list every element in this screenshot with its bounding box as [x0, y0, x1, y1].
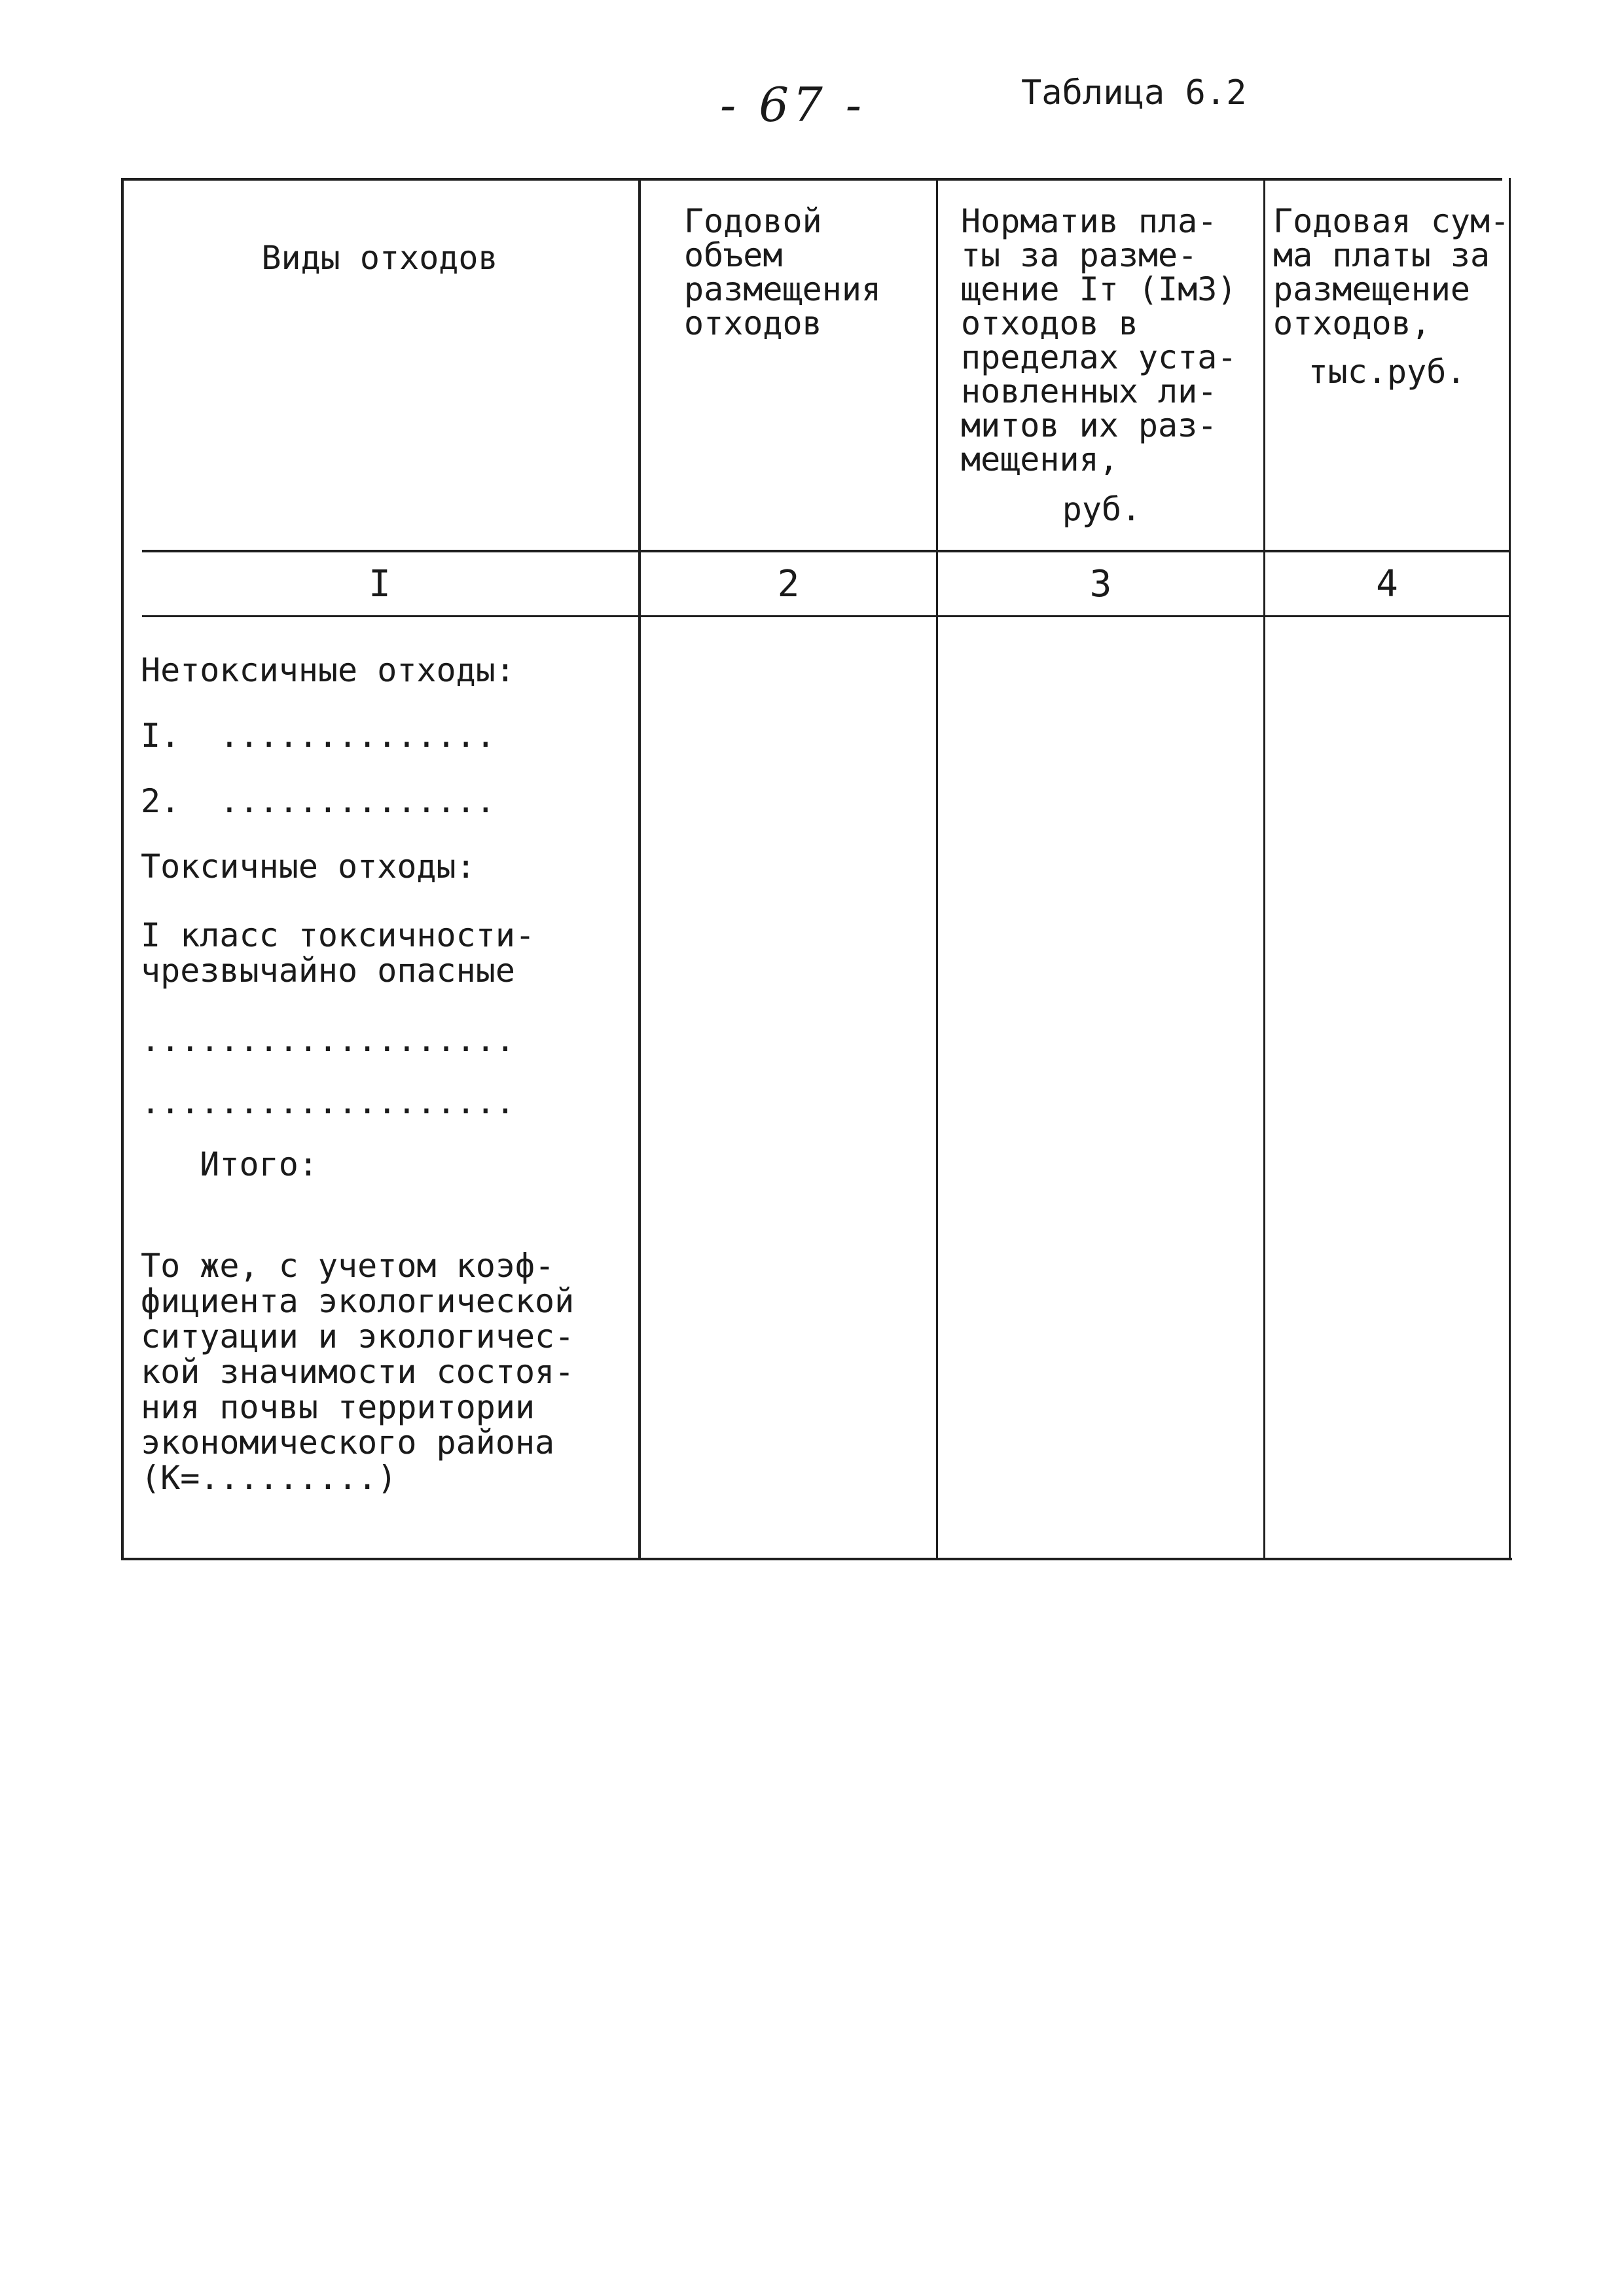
- waste-fee-table: [121, 178, 1512, 1560]
- header-annual-volume: Годовой объем размещения отходов: [684, 202, 882, 342]
- row-toxic-class-1: I класс токсичности- чрезвычайно опасные: [141, 916, 535, 990]
- column-number-4: 4: [1376, 563, 1398, 605]
- row-toxic-heading: Токсичные отходы:: [141, 848, 476, 886]
- row-nontoxic-heading: Нетоксичные отходы:: [141, 651, 515, 689]
- number-row-bottom-border: [142, 615, 1510, 617]
- column-divider-2: [936, 178, 938, 1560]
- header-annual-fee-unit: тыс.руб.: [1308, 353, 1466, 391]
- column-number-2: 2: [777, 563, 800, 605]
- column-number-3: 3: [1089, 563, 1112, 605]
- column-number-1: I: [369, 563, 391, 605]
- row-toxic-item-1: ...................: [141, 1021, 515, 1059]
- table-bottom-border: [121, 1558, 1512, 1560]
- table-caption: Таблица 6.2: [1021, 73, 1247, 113]
- row-nontoxic-item-1: I. ..............: [141, 717, 496, 755]
- table-right-border: [1509, 178, 1511, 1560]
- header-annual-fee: Годовая сум- ма платы за размещение отходов,: [1273, 202, 1510, 342]
- header-bottom-border: [142, 550, 1510, 552]
- table-top-border: [121, 178, 1502, 181]
- header-fee-standard: Норматив пла- ты за разме- щение Iт (Iм3) отходов в пределах уста- новленных ли- митов их раз- мещения,: [961, 202, 1237, 478]
- row-nontoxic-item-2: 2. ..............: [141, 782, 496, 820]
- column-divider-1: [638, 178, 641, 1560]
- page-number: - 67 -: [720, 77, 866, 132]
- table-left-border: [121, 178, 124, 1560]
- row-total: Итого:: [141, 1145, 318, 1183]
- header-waste-types: Виды отходов: [261, 239, 498, 277]
- row-total-with-coefficient: То же, с учетом коэф- фициента экологической ситуации и экологичес- кой значимости состоя- ния почвы территории экономического района (К=.........): [141, 1247, 575, 1497]
- header-fee-standard-unit: руб.: [1062, 490, 1142, 528]
- row-toxic-item-2: ...................: [141, 1083, 515, 1121]
